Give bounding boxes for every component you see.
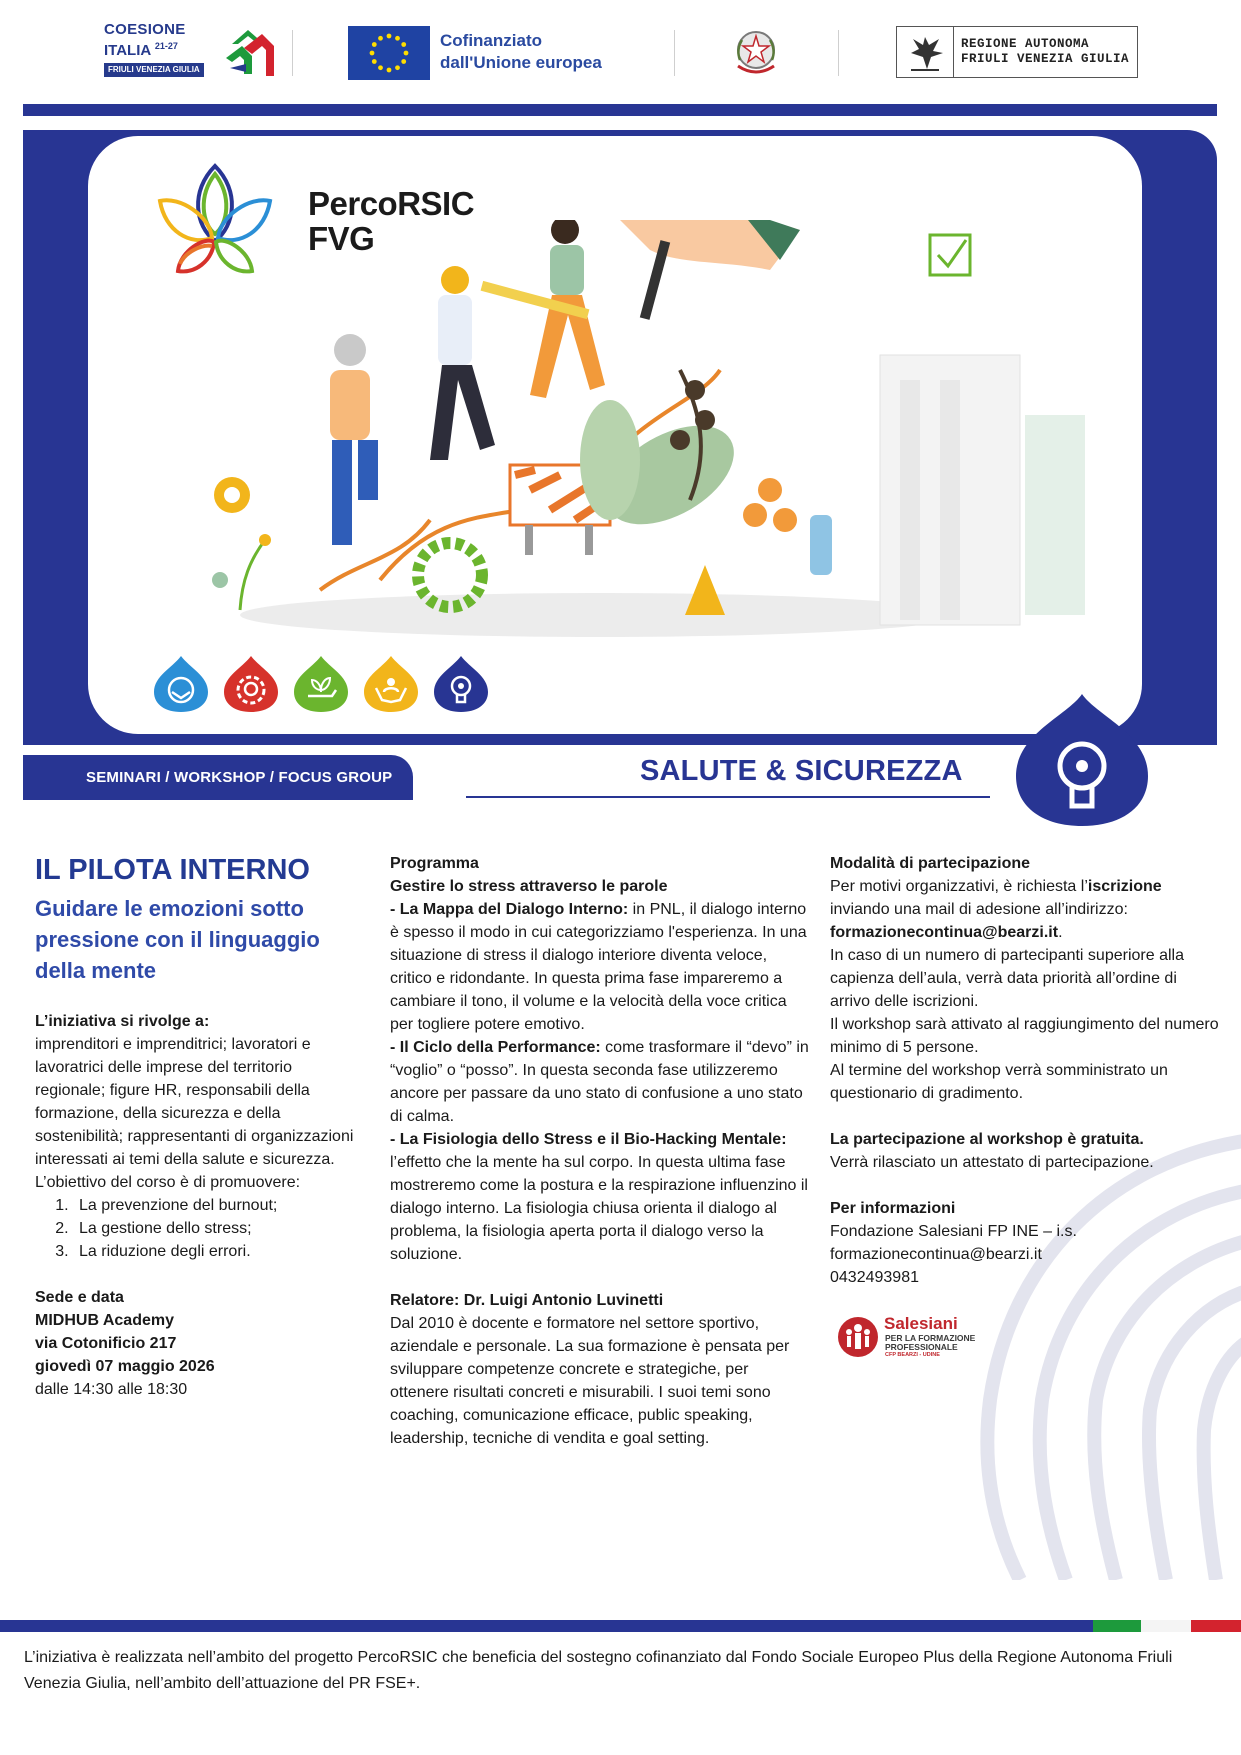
eu-star bbox=[387, 68, 392, 73]
program-phase-3: - La Fisiologia dello Stress e il Bio-Hacking Mentale: l’effetto che la mente ha sul corpo. In questa ultima fase mostreremo come la postura e la respirazione influenzino il dialogo interno. La fisiologia chiusa orienta il dialogo al problema, la fisiologia aperta porta il dialogo verso la soluzione. bbox=[390, 1131, 808, 1263]
salesiani-sub3: CFP BEARZI - UDINE bbox=[885, 1352, 940, 1358]
eu-line1: Cofinanziato bbox=[440, 31, 542, 50]
eu-star bbox=[401, 42, 406, 47]
salesiani-name: Salesiani bbox=[884, 1314, 958, 1333]
program-subheading: Gestire lo stress attraverso le parole bbox=[390, 878, 668, 895]
gear-bulb-icon bbox=[222, 654, 280, 714]
teamwork-icon bbox=[152, 654, 210, 714]
eu-star bbox=[395, 65, 400, 70]
info-email[interactable]: formazionecontinua@bearzi.it bbox=[830, 1246, 1042, 1263]
info-phone[interactable]: 0432493981 bbox=[830, 1269, 919, 1286]
program-phase-1: - La Mappa del Dialogo Interno: in PNL, il dialogo interno è spesso il modo in cui categorizziamo l'esperienza. In una situazione di stress il dialogo interiore diventa veloce, critico e ridondante. In questa prima fase impareremo a cambiare il tono, il volume e la velocità della voce critica per togliere potere emotivo. bbox=[390, 901, 807, 1033]
eu-star bbox=[372, 59, 377, 64]
brand-line1: PercoRSIC bbox=[308, 185, 475, 222]
italian-flag-green bbox=[1093, 1620, 1141, 1632]
coesione-arrows-icon bbox=[222, 24, 274, 80]
objectives-list bbox=[35, 1194, 360, 1263]
eu-stars-icon bbox=[348, 26, 430, 80]
italian-flag-white bbox=[1141, 1620, 1191, 1632]
speaker-bio: Dal 2010 è docente e formatore nel settore sportivo, aziendale e personale. La sua formazione è pensata per sviluppare competenze concrete e strategiche, per ottenere risultati concreti e misurabili. I suoi temi sono coaching, comunicazione efficace, public speaking, leadership, tecniche di vendita e goal setting. bbox=[390, 1315, 790, 1447]
free-participation: La partecipazione al workshop è gratuita. bbox=[830, 1131, 1144, 1148]
eu-star bbox=[378, 36, 383, 41]
plant-hand-icon bbox=[292, 654, 350, 714]
people-care-icon bbox=[362, 654, 420, 714]
category-tag: SEMINARI / WORKSHOP / FOCUS GROUP bbox=[23, 755, 413, 800]
coesione-italia-logo bbox=[104, 22, 274, 80]
coesione-years: 21-27 bbox=[154, 41, 178, 51]
italian-republic-emblem-icon bbox=[730, 26, 782, 78]
audience-heading: L’iniziativa si rivolge a: bbox=[35, 1013, 210, 1030]
coesione-line2: ITALIA bbox=[104, 42, 151, 59]
regione-fvg-logo bbox=[896, 26, 1138, 78]
event-date: giovedì 07 maggio 2026 bbox=[35, 1358, 215, 1375]
column-program bbox=[390, 852, 810, 1450]
salesiani-sub2: PROFESSIONALE bbox=[885, 1342, 958, 1352]
eu-star bbox=[387, 34, 392, 39]
theme-title: SALUTE & SICUREZZA bbox=[640, 755, 963, 787]
coesione-line1: COESIONE bbox=[104, 21, 186, 38]
regione-line1: REGIONE AUTONOMA bbox=[961, 37, 1090, 51]
salesiani-people-icon bbox=[838, 1317, 878, 1357]
column-audience bbox=[35, 1010, 360, 1401]
eagle-icon bbox=[903, 31, 947, 73]
list-item: 3. La riduzione degli errori. bbox=[73, 1240, 360, 1263]
eu-star bbox=[370, 51, 375, 56]
info-org: Fondazione Salesiani FP INE – i.s. bbox=[830, 1223, 1077, 1240]
program-heading: Programma bbox=[390, 855, 479, 872]
footer-disclaimer: L’iniziativa è realizzata nell’ambito del progetto PercoRSIC che beneficia del sostegno cofinanziato dal Fondo Sociale Europeo Plus della Regione Autonoma Friuli Venezia Giulia, nell’ambito dell’attuazione del PR FSE+. bbox=[24, 1649, 1173, 1692]
mode-heading: Modalità di partecipazione bbox=[830, 855, 1031, 872]
course-subtitle: Guidare le emozioni sotto pressione con il linguaggio della mente bbox=[35, 896, 320, 983]
eu-line2: dall'Unione europea bbox=[440, 53, 602, 72]
info-heading: Per informazioni bbox=[830, 1200, 956, 1217]
list-item: 1. La prevenzione del burnout; bbox=[73, 1194, 360, 1217]
header-separator bbox=[292, 30, 293, 76]
theme-underline bbox=[466, 796, 990, 798]
keyhole-large-icon bbox=[1012, 690, 1152, 830]
course-title: IL PILOTA INTERNO bbox=[35, 854, 310, 886]
speaker-heading: Relatore: Dr. Luigi Antonio Luvinetti bbox=[390, 1292, 664, 1309]
eu-cofinanced-text bbox=[440, 30, 602, 74]
eu-star bbox=[372, 42, 377, 47]
program-phase-2: - Il Ciclo della Performance: come trasformare il “devo” in “voglio” o “posso”. In questa seconda fase utilizzeremo ancore per passare da uno stato di confusione a uno stato di calma. bbox=[390, 1039, 809, 1125]
venue-name: MIDHUB Academy bbox=[35, 1312, 174, 1329]
coesione-region: FRIULI VENEZIA GIULIA bbox=[104, 63, 204, 77]
teamwork-illustration bbox=[180, 220, 1100, 650]
header-separator bbox=[674, 30, 675, 76]
eu-star bbox=[401, 59, 406, 64]
minimum-text: Il workshop sarà attivato al raggiungimento del numero minimo di 5 persone. bbox=[830, 1016, 1219, 1056]
keyhole-icon bbox=[432, 654, 490, 714]
registration-email[interactable]: formazionecontinua@bearzi.it bbox=[830, 924, 1059, 941]
salesiani-sub1: PER LA FORMAZIONE bbox=[885, 1333, 976, 1343]
capacity-text: In caso di un numero di partecipanti superiore alla capienza dell’aula, verrà data priorità all’ordine di arrivo delle iscrizioni. bbox=[830, 947, 1184, 1010]
audience-text: imprenditori e imprenditrici; lavoratori e lavoratrici delle imprese del territorio regionale; figure HR, responsabili della formazione, della sicurezza e della sostenibilità; rappresentanti di organizzazioni interessati ai temi della salute e sicurezza. bbox=[35, 1036, 354, 1168]
column-participation: Modalità di partecipazione Per motivi organizzativi, è richiesta l’iscrizione inviando una mail di adesione all’indirizzo: formazionecontinua@bearzi.it. In caso di un numero di partecipanti superiore alla capienza dell’aula, verrà data priorità all’ordine di arrivo delle iscrizioni. Il workshop sarà attivato al raggiungimento del numero minimo di 5 persone. Al termine del workshop verrà somministrato un questionario di gradimento. La partecipazione al workshop è gratuita. Verrà rilasciato un attestato di partecipazione. Per informazioni Fondazione Salesiani FP INE – i.s. formazionecontinua@bearzi.it 0432493981 bbox=[830, 852, 1220, 1289]
brand-line2: FVG bbox=[308, 220, 375, 257]
eu-flag bbox=[348, 26, 430, 80]
mode-text: Per motivi organizzativi, è richiesta l’iscrizione inviando una mail di adesione all’indirizzo: bbox=[830, 878, 1162, 918]
event-time: dalle 14:30 alle 18:30 bbox=[35, 1381, 188, 1398]
header-separator bbox=[838, 30, 839, 76]
eu-star bbox=[395, 36, 400, 41]
objective-intro: L’obiettivo del corso è di promuovere: bbox=[35, 1174, 301, 1191]
header-divider-bar bbox=[23, 104, 1217, 116]
venue-heading: Sede e data bbox=[35, 1289, 124, 1306]
salesiani-logo bbox=[838, 1315, 998, 1361]
italian-flag-red bbox=[1191, 1620, 1241, 1632]
eu-star bbox=[404, 51, 409, 56]
regione-line2: FRIULI VENEZIA GIULIA bbox=[961, 52, 1130, 66]
certificate-text: Verrà rilasciato un attestato di partecipazione. bbox=[830, 1154, 1154, 1171]
venue-address: via Cotonificio 217 bbox=[35, 1335, 177, 1352]
survey-text: Al termine del workshop verrà somministrato un questionario di gradimento. bbox=[830, 1062, 1168, 1102]
footer-bar bbox=[0, 1620, 1093, 1632]
list-item: 2. La gestione dello stress; bbox=[73, 1217, 360, 1240]
eu-star bbox=[378, 65, 383, 70]
